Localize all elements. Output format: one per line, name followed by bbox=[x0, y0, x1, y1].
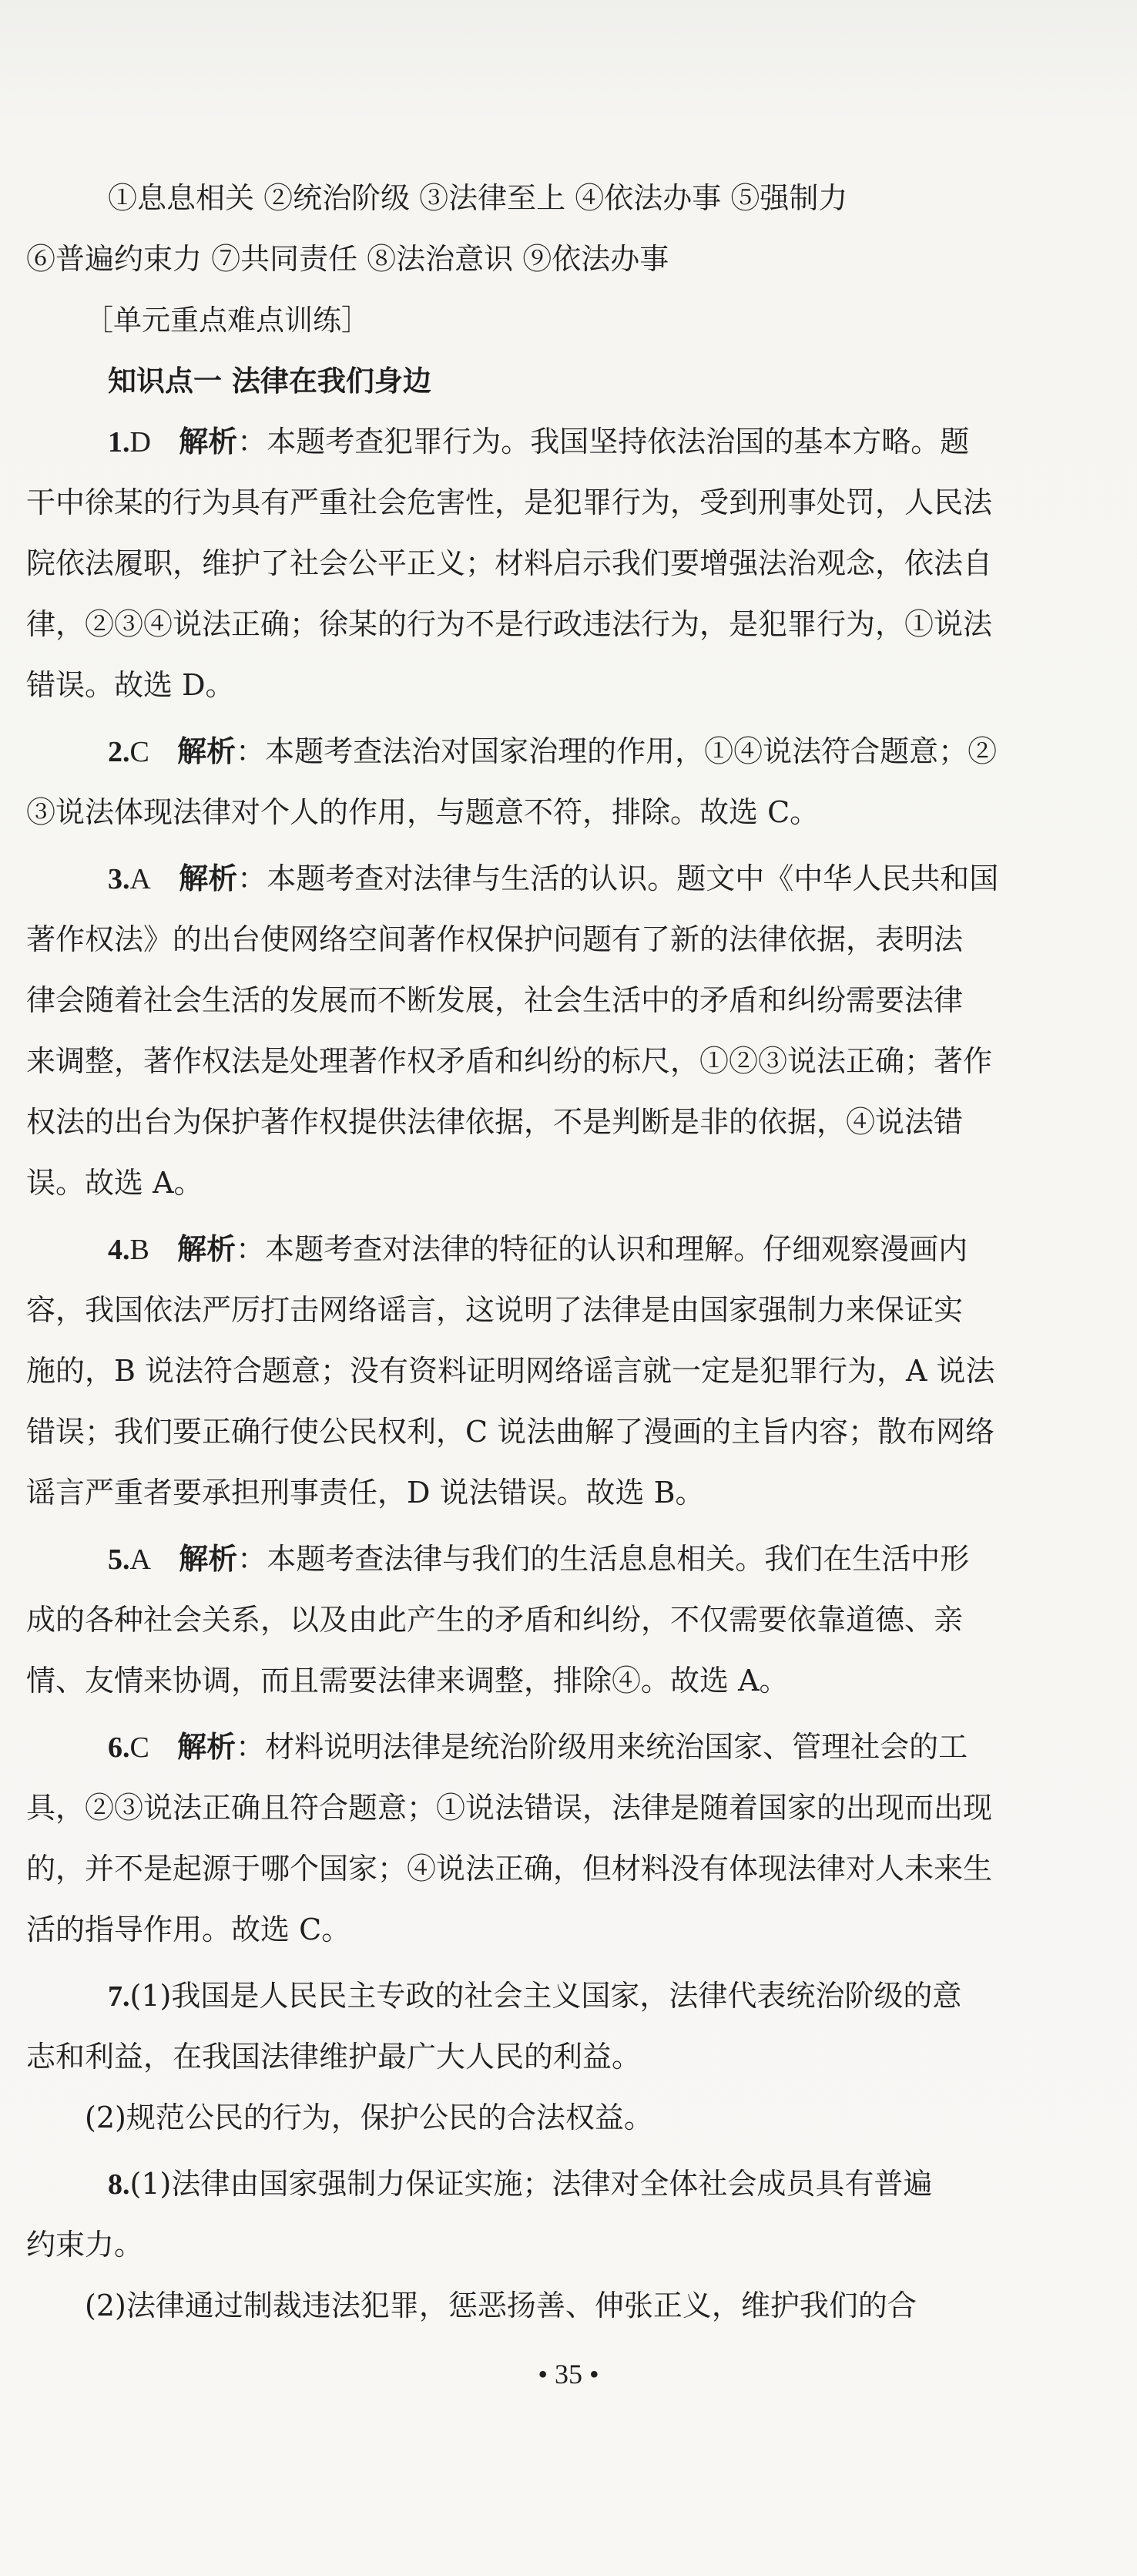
answer-key-line-2: ⑥普遍约束力 ⑦共同责任 ⑧法治意识 ⑨依法办事 bbox=[26, 242, 669, 276]
analysis-line: 容，我国依法严厉打击网络谣言，这说明了法律是由国家强制力来保证实 bbox=[26, 1293, 964, 1327]
analysis-line: 的，并不是起源于哪个国家；④说法正确，但材料没有体现法律对人未来生 bbox=[26, 1852, 993, 1886]
analysis-line: 权法的出台为保护著作权提供法律依据，不是判断是非的依据，④说法错 bbox=[26, 1105, 964, 1139]
analysis-line: ：本题考查法律与我们的生活息息相关。我们在生活中形 bbox=[237, 1542, 970, 1576]
analysis-line: 施的，B 说法符合题意；没有资料证明网络谣言就一定是犯罪行为，A 说法 bbox=[26, 1354, 995, 1388]
analysis-line: 谣言严重者要承担刑事责任，D 说法错误。故选 B。 bbox=[26, 1476, 705, 1510]
item-number: 5. bbox=[108, 1543, 130, 1576]
analysis-line: 干中徐某的行为具有严重社会危害性，是犯罪行为，受到刑事处罚，人民法 bbox=[26, 485, 993, 519]
answer-item-6 bbox=[26, 1717, 1062, 1960]
item-number: 8. bbox=[108, 2168, 130, 2201]
answer-item-2 bbox=[26, 721, 1062, 843]
analysis-label: 解析 bbox=[177, 734, 236, 768]
analysis-line: 误。故选 A。 bbox=[26, 1166, 203, 1200]
answer-line: 约束力。 bbox=[26, 2228, 144, 2262]
answer-item-7 bbox=[26, 1966, 1062, 2148]
analysis-label: 解析 bbox=[179, 861, 238, 895]
analysis-line: 活的指导作用。故选 C。 bbox=[26, 1913, 351, 1946]
item-number: 2. bbox=[108, 736, 130, 768]
answer-item-5 bbox=[26, 1529, 1062, 1711]
analysis-line: 错误。故选 D。 bbox=[26, 668, 235, 702]
answer-line: (1)法律由国家强制力保证实施；法律对全体社会成员具有普遍 bbox=[129, 2167, 933, 2201]
analysis-label: 解析 bbox=[177, 1730, 236, 1764]
knowledge-point-title: 知识点一 法律在我们身边 bbox=[108, 364, 431, 398]
answer-line: (2)法律通过制裁违法犯罪，惩恶扬善、伸张正义，维护我们的合 bbox=[85, 2289, 917, 2322]
analysis-line: 错误；我们要正确行使公民权利，C 说法曲解了漫画的主旨内容；散布网络 bbox=[26, 1415, 995, 1449]
analysis-label: 解析 bbox=[179, 1542, 238, 1576]
analysis-line: 院依法履职，维护了社会公平正义；材料启示我们要增强法治观念，依法自 bbox=[26, 546, 993, 580]
answer-item-8 bbox=[26, 2154, 1062, 2336]
answer-item-1 bbox=[26, 411, 1062, 716]
analysis-line: ：本题考查犯罪行为。我国坚持依法治国的基本方略。题 bbox=[237, 425, 970, 458]
analysis-line: 来调整，著作权法是处理著作权矛盾和纠纷的标尺，①②③说法正确；著作 bbox=[26, 1044, 993, 1078]
analysis-line: ：本题考查法治对国家治理的作用，①④说法符合题意；② bbox=[236, 734, 998, 768]
answer-line: (2)规范公民的行为，保护公民的合法权益。 bbox=[85, 2101, 653, 2134]
answer-key-line-1: ①息息相关 ②统治阶级 ③法律至上 ④依法办事 ⑤强制力 bbox=[108, 181, 848, 215]
analysis-line: ③说法体现法律对个人的作用，与题意不符，排除。故选 C。 bbox=[26, 795, 820, 829]
answer-item-3 bbox=[26, 848, 1062, 1214]
analysis-line: 具，②③说法正确且符合题意；①说法错误，法律是随着国家的出现而出现 bbox=[26, 1791, 993, 1825]
analysis-line: 律，②③④说法正确；徐某的行为不是行政违法行为，是犯罪行为，①说法 bbox=[26, 607, 993, 641]
analysis-label: 解析 bbox=[177, 1232, 236, 1266]
item-number: 6. bbox=[108, 1731, 130, 1764]
analysis-line: ：材料说明法律是统治阶级用来统治国家、管理社会的工 bbox=[236, 1730, 968, 1764]
analysis-line: ：本题考查对法律与生活的认识。题文中《中华人民共和国 bbox=[237, 861, 999, 895]
answer-item-4 bbox=[26, 1219, 1062, 1523]
item-option: B bbox=[129, 1234, 149, 1266]
analysis-line: 著作权法》的出台使网络空间著作权保护问题有了新的法律依据，表明法 bbox=[26, 922, 964, 956]
item-option: C bbox=[129, 1731, 149, 1764]
item-number: 4. bbox=[108, 1234, 130, 1266]
analysis-line: 律会随着社会生活的发展而不断发展，社会生活中的矛盾和纠纷需要法律 bbox=[26, 983, 964, 1017]
analysis-line: 情、友情来协调，而且需要法律来调整，排除④。故选 A。 bbox=[26, 1664, 789, 1698]
answer-content bbox=[26, 168, 1062, 2342]
item-number: 7. bbox=[108, 1980, 130, 2013]
section-tag: ［单元重点难点训练］ bbox=[85, 304, 370, 337]
answer-line: (1)我国是人民民主专政的社会主义国家，法律代表统治阶级的意 bbox=[129, 1979, 962, 2013]
item-option: A bbox=[129, 1543, 151, 1576]
analysis-line: ：本题考查对法律的特征的认识和理解。仔细观察漫画内 bbox=[236, 1232, 968, 1266]
page-number: • 35 • bbox=[538, 2359, 599, 2390]
item-number: 3. bbox=[108, 863, 130, 895]
answer-line: 志和利益，在我国法律维护最广大人民的利益。 bbox=[26, 2040, 642, 2074]
item-option: A bbox=[129, 863, 151, 895]
item-number: 1. bbox=[108, 426, 130, 458]
item-option: D bbox=[129, 426, 151, 458]
item-option: C bbox=[129, 736, 149, 768]
analysis-line: 成的各种社会关系，以及由此产生的矛盾和纠纷，不仅需要依靠道德、亲 bbox=[26, 1603, 964, 1637]
analysis-label: 解析 bbox=[179, 425, 238, 458]
